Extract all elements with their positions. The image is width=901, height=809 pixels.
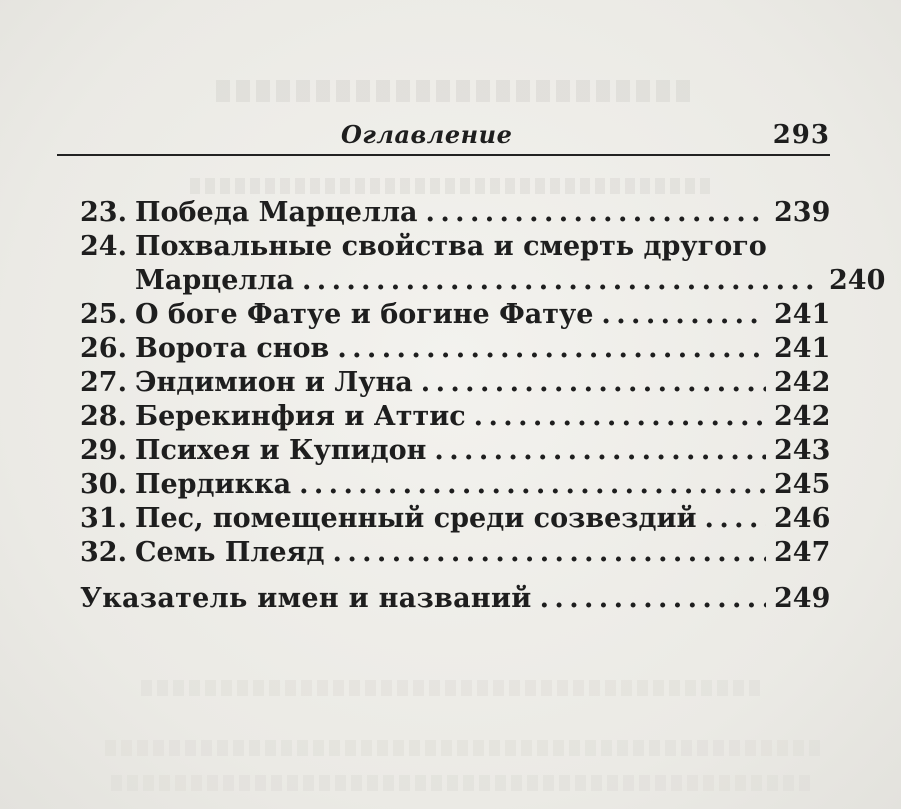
entry-page: 242 [774, 401, 831, 432]
entry-number: 32. [80, 537, 127, 568]
index-page: 249 [774, 583, 831, 614]
bleed-through-decoration [100, 740, 820, 756]
entry-page: 241 [774, 333, 831, 364]
toc-entry [80, 298, 831, 332]
bleed-through-decoration [140, 680, 760, 696]
leader-dots [421, 366, 766, 400]
entry-number: 25. [80, 299, 127, 330]
toc-entry [80, 400, 831, 434]
entry-title: Психея и Купидон [135, 435, 427, 466]
entry-page: 242 [774, 367, 831, 398]
entry-page: 241 [774, 299, 831, 330]
bleed-through-decoration [210, 80, 690, 102]
bleed-through-decoration [110, 775, 810, 791]
entry-page: 239 [774, 197, 831, 228]
leader-dots [299, 468, 766, 502]
entry-title: Семь Плеяд [135, 537, 325, 568]
index-title: Указатель имен и названий [80, 583, 532, 614]
entry-number: 24. [80, 231, 127, 262]
entry-title: Победа Марцелла [135, 197, 418, 228]
entry-title: О боге Фатуе и богине Фатуе [135, 299, 594, 330]
page-title: Оглавление [341, 120, 513, 149]
toc-entry [80, 502, 831, 536]
page-header [57, 118, 830, 156]
table-of-contents [80, 196, 886, 616]
entry-page: 243 [774, 435, 831, 466]
toc-entry [80, 468, 831, 502]
leader-dots [426, 196, 766, 230]
entry-title: Похвальные свойства и смерть другого [135, 231, 767, 262]
entry-title-continued: Марцелла [135, 265, 294, 296]
leader-dots [337, 332, 766, 366]
leader-dots [540, 582, 766, 616]
entry-number: 29. [80, 435, 127, 466]
entry-number: 31. [80, 503, 127, 534]
toc-entry [80, 332, 831, 366]
entry-page: 246 [774, 503, 831, 534]
entry-number: 28. [80, 401, 127, 432]
leader-dots [302, 264, 821, 298]
page-number: 293 [772, 120, 830, 150]
toc-entry [80, 196, 831, 230]
entry-number: 27. [80, 367, 127, 398]
entry-number: 30. [80, 469, 127, 500]
entry-title: Ворота снов [135, 333, 330, 364]
entry-title: Пес, помещенный среди созвездий [135, 503, 697, 534]
entry-title: Эндимион и Луна [135, 367, 413, 398]
entry-page: 247 [774, 537, 831, 568]
entry-number: 23. [80, 197, 127, 228]
entry-page: 240 [829, 265, 886, 296]
toc-index-entry [80, 582, 831, 616]
entry-title: Берекинфия и Аттис [135, 401, 466, 432]
toc-entry [80, 366, 831, 400]
entry-page: 245 [774, 469, 831, 500]
bleed-through-decoration [190, 178, 710, 194]
toc-entry [80, 434, 831, 468]
leader-dots [434, 434, 766, 468]
entry-title: Пердикка [135, 469, 292, 500]
leader-dots [601, 298, 766, 332]
toc-entry [80, 230, 886, 298]
toc-entry [80, 536, 831, 570]
leader-dots [333, 536, 766, 570]
entry-number: 26. [80, 333, 127, 364]
leader-dots [705, 502, 766, 536]
leader-dots [474, 400, 766, 434]
